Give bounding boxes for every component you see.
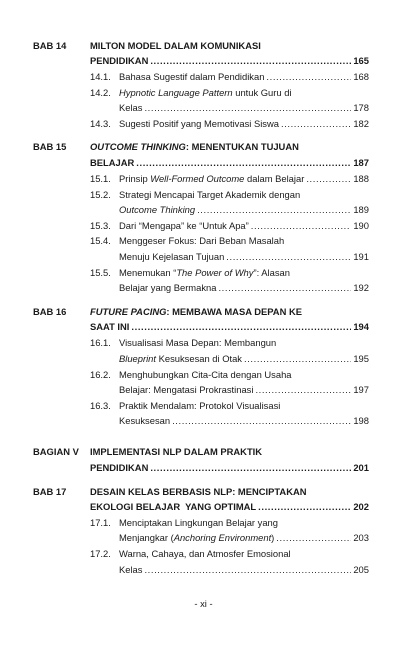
section-title: Bahasa Sugestif dalam Pendidikan xyxy=(119,71,265,82)
part-label: BAGIAN V xyxy=(33,446,79,457)
section-title: Prinsip Well-Formed Outcome dalam Belajar xyxy=(119,173,305,184)
page-number: 195 xyxy=(353,353,369,364)
section-number: 14.1. xyxy=(90,71,111,82)
section-entry[interactable] xyxy=(119,282,369,294)
page-number: 194 xyxy=(353,321,369,332)
dot-leader xyxy=(218,282,351,294)
part-entry[interactable] xyxy=(90,462,369,474)
page-number: 192 xyxy=(353,282,369,293)
section-entry[interactable] xyxy=(119,220,369,232)
section-title: Menjangkar (Anchoring Environment) xyxy=(119,532,275,543)
dot-leader xyxy=(131,321,351,333)
chapter-entry[interactable] xyxy=(90,157,369,169)
section-title: Blueprint Kesuksesan di Otak xyxy=(119,353,242,364)
part-title-line: IMPLEMENTASI NLP DALAM PRAKTIK xyxy=(90,446,263,457)
dot-leader xyxy=(276,532,351,544)
section-entry[interactable] xyxy=(119,532,369,544)
section-title: Praktik Mendalam: Protokol Visualisasi xyxy=(119,400,281,411)
section-number: 15.1. xyxy=(90,173,111,184)
page-number: 168 xyxy=(353,71,369,82)
section-number: 17.2. xyxy=(90,548,111,559)
section-number: 16.3. xyxy=(90,400,111,411)
page-number: 198 xyxy=(353,415,369,426)
section-title: Menggeser Fokus: Dari Beban Masalah xyxy=(119,235,285,246)
chapter-title-line: MILTON MODEL DALAM KOMUNIKASI xyxy=(90,40,261,51)
chapter-label: BAB 17 xyxy=(33,486,67,497)
chapter-title-line: PENDIDIKAN xyxy=(90,55,149,66)
section-title: Hypnotic Language Pattern untuk Guru di xyxy=(119,87,292,98)
section-entry[interactable] xyxy=(119,415,369,427)
dot-leader xyxy=(258,501,351,513)
section-title: Sugesti Positif yang Memotivasi Siswa xyxy=(119,118,279,129)
section-title: Menciptakan Lingkungan Belajar yang xyxy=(119,517,278,528)
page-number: 203 xyxy=(353,532,369,543)
chapter-title-line: OUTCOME THINKING: MENENTUKAN TUJUAN xyxy=(90,141,299,152)
section-title: Menuju Kejelasan Tujuan xyxy=(119,251,225,262)
chapter-label: BAB 15 xyxy=(33,141,67,152)
part-title-line: PENDIDIKAN xyxy=(90,462,149,473)
dot-leader xyxy=(226,251,351,263)
section-entry[interactable] xyxy=(119,204,369,216)
section-number: 15.2. xyxy=(90,189,111,200)
section-title: Outcome Thinking xyxy=(119,204,196,215)
section-title: Visualisasi Masa Depan: Membangun xyxy=(119,337,277,348)
section-number: 15.4. xyxy=(90,235,111,246)
chapter-title-line: DESAIN KELAS BERBASIS NLP: MENCIPTAKAN xyxy=(90,486,307,497)
page-number: 191 xyxy=(353,251,369,262)
dot-leader xyxy=(136,157,351,169)
page-number: 187 xyxy=(353,157,369,168)
section-number: 16.1. xyxy=(90,337,111,348)
dot-leader xyxy=(150,55,351,67)
chapter-title-line: BELAJAR xyxy=(90,157,135,168)
section-number: 15.5. xyxy=(90,267,111,278)
page-number: 190 xyxy=(353,220,369,231)
page-number: 165 xyxy=(353,55,369,66)
chapter-entry[interactable] xyxy=(90,55,369,67)
section-title: Dari “Mengapa” ke “Untuk Apa” xyxy=(119,220,249,231)
section-number: 14.2. xyxy=(90,87,111,98)
chapter-title-line: EKOLOGI BELAJAR YANG OPTIMAL xyxy=(90,501,257,512)
section-entry[interactable] xyxy=(119,118,369,130)
section-title: Warna, Cahaya, dan Atmosfer Emosional xyxy=(119,548,291,559)
section-title: Kelas xyxy=(119,564,143,575)
section-entry[interactable] xyxy=(119,102,369,114)
page-number: 189 xyxy=(353,204,369,215)
dot-leader xyxy=(144,102,351,114)
chapter-entry[interactable] xyxy=(90,321,369,333)
section-entry[interactable] xyxy=(119,384,369,396)
dot-leader xyxy=(150,462,351,474)
section-entry[interactable] xyxy=(119,71,369,83)
chapter-title-line: SAAT INI xyxy=(90,321,130,332)
chapter-label: BAB 16 xyxy=(33,306,67,317)
page-number: 182 xyxy=(353,118,369,129)
section-title: Belajar yang Bermakna xyxy=(119,282,217,293)
dot-leader xyxy=(251,220,352,232)
chapter-entry[interactable] xyxy=(90,501,369,513)
section-title: Strategi Mencapai Target Akademik dengan xyxy=(119,189,301,200)
page-number: 205 xyxy=(353,564,369,575)
dot-leader xyxy=(144,564,351,576)
section-number: 15.3. xyxy=(90,220,111,231)
dot-leader xyxy=(197,204,351,216)
section-title: Kelas xyxy=(119,102,143,113)
page-number: 188 xyxy=(353,173,369,184)
dot-leader xyxy=(281,118,351,130)
section-title: Menemukan “The Power of Why”: Alasan xyxy=(119,267,290,278)
dot-leader xyxy=(306,173,351,185)
dot-leader xyxy=(244,353,351,365)
section-entry[interactable] xyxy=(119,564,369,576)
page-number: 178 xyxy=(353,102,369,113)
chapter-label: BAB 14 xyxy=(33,40,67,51)
dot-leader xyxy=(172,415,351,427)
chapter-title-line: FUTURE PACING: MEMBAWA MASA DEPAN KE xyxy=(90,306,302,317)
dot-leader xyxy=(255,384,351,396)
section-number: 16.2. xyxy=(90,369,111,380)
section-entry[interactable] xyxy=(119,353,369,365)
section-title: Belajar: Mengatasi Prokrastinasi xyxy=(119,384,254,395)
section-title: Menghubungkan Cita-Cita dengan Usaha xyxy=(119,369,292,380)
section-number: 14.3. xyxy=(90,118,111,129)
dot-leader xyxy=(266,71,351,83)
section-title: Kesuksesan xyxy=(119,415,171,426)
page-number: 201 xyxy=(353,462,369,473)
section-number: 17.1. xyxy=(90,517,111,528)
page-number: 197 xyxy=(353,384,369,395)
page-footer-number: - xi - xyxy=(194,598,213,609)
page-number: 202 xyxy=(353,501,369,512)
section-entry[interactable] xyxy=(119,173,369,185)
section-entry[interactable] xyxy=(119,251,369,263)
